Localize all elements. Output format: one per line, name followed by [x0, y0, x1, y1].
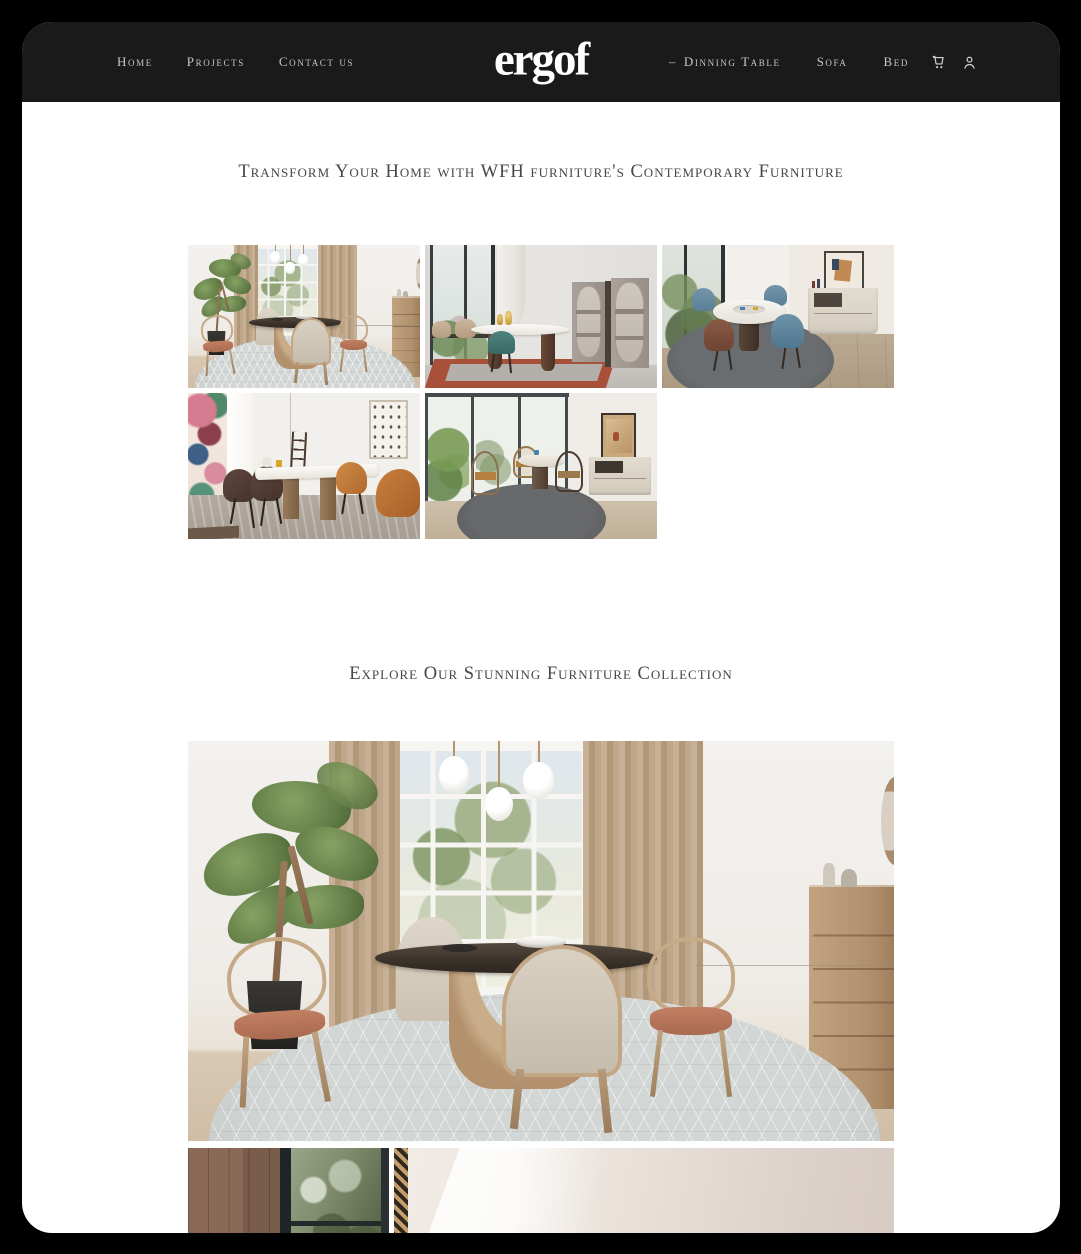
amber-vase	[505, 311, 512, 325]
nav-projects[interactable]: Projects	[186, 54, 245, 69]
decor-cup	[740, 307, 744, 310]
table-leg	[320, 475, 336, 520]
chair-leg	[205, 351, 208, 376]
nav-home[interactable]: Home	[117, 54, 153, 69]
pendant-lamp	[298, 245, 308, 266]
decor-shape	[613, 432, 620, 441]
category-nav	[669, 22, 978, 102]
window-frame	[280, 1148, 290, 1233]
pendant-globe	[439, 756, 469, 793]
wall-mirror	[416, 258, 420, 289]
cabinet-divider	[605, 281, 611, 367]
dotted-artwork	[369, 400, 408, 458]
pendant-lamp	[270, 245, 280, 264]
dining-chair	[339, 315, 368, 372]
blue-chair	[692, 288, 715, 311]
decor-bottle	[823, 863, 834, 887]
window-frame	[425, 393, 569, 397]
wall-mirror	[881, 777, 894, 865]
chair-leg	[719, 1030, 732, 1097]
sideboard	[589, 457, 652, 495]
cart-icon[interactable]	[931, 54, 948, 71]
table-leg	[541, 332, 555, 371]
decor-dish	[272, 318, 284, 321]
rattan-screen	[394, 1148, 408, 1233]
chair-leg	[312, 1032, 331, 1102]
window-greenery	[427, 419, 469, 507]
drawer-line	[594, 478, 647, 479]
hero-image[interactable]	[188, 741, 894, 1141]
display-cabinet	[611, 278, 649, 368]
pendant-cord	[290, 245, 291, 262]
table-top	[471, 324, 568, 335]
cabinet-shelf	[576, 333, 601, 337]
pendant-globe	[270, 251, 280, 263]
wood-chair	[471, 451, 499, 495]
area-rug	[425, 359, 615, 388]
gallery-image-floral-wallpaper-dining[interactable]	[188, 393, 420, 539]
gallery-image-round-table-blue-chairs[interactable]	[662, 245, 894, 388]
cabinet-shelf	[615, 336, 644, 341]
chair-leg	[240, 1037, 250, 1108]
nav-sofa[interactable]: Sofa	[816, 54, 848, 69]
decor-bottle	[817, 279, 820, 288]
chair-leg	[229, 349, 236, 374]
pendant-lamp	[285, 245, 294, 274]
pendant-lamp	[523, 741, 553, 799]
nav-dinning-table[interactable]	[669, 54, 781, 70]
drawer-line	[814, 313, 872, 314]
wood-chair	[555, 451, 583, 492]
pendant-globe	[485, 787, 513, 821]
lazy-susan	[733, 305, 765, 315]
amber-vase	[497, 314, 503, 325]
nav-bed[interactable]: Bed	[883, 54, 909, 69]
pendant-globe	[298, 254, 308, 266]
dining-chair	[647, 937, 735, 1097]
table-base	[739, 319, 760, 350]
site-card	[22, 22, 1060, 1233]
decor-bottle	[397, 289, 401, 298]
art-shape	[832, 259, 840, 271]
decor-cup	[534, 450, 539, 455]
pendant-cord	[453, 741, 455, 756]
window-mullion	[425, 393, 428, 507]
decor-cup	[753, 307, 757, 310]
intro-heading: Transform Your Home with WFH furniture's Contemporary Furniture	[238, 162, 844, 182]
framed-mirror	[601, 413, 636, 458]
pendant-globe	[523, 762, 553, 799]
pendant-globe	[285, 262, 294, 273]
gallery-grid	[188, 245, 894, 539]
open-shelf	[595, 461, 623, 473]
upholstered-chair	[502, 945, 622, 1077]
teal-chair	[488, 331, 516, 354]
window-frame	[381, 1148, 389, 1233]
bottom-gallery	[188, 1148, 894, 1233]
chair-leg	[650, 1030, 663, 1097]
nav-dinning-table-label: Dinning Table	[683, 54, 781, 69]
primary-nav	[117, 22, 354, 102]
decor-bottle	[812, 281, 815, 288]
pendant-cord	[538, 741, 540, 762]
gallery-image-marble-table[interactable]	[425, 245, 657, 388]
upholstered-chair	[291, 318, 330, 365]
decor-sculpture	[262, 457, 271, 467]
caramel-chair	[336, 462, 366, 494]
logo[interactable]: ergof	[493, 33, 589, 86]
table-base	[532, 466, 548, 489]
floor	[188, 526, 239, 539]
chair-seat	[475, 472, 496, 480]
bottom-gallery-image-sunlit-wall[interactable]	[394, 1148, 894, 1233]
pendant-cord	[498, 741, 500, 787]
wood-panel	[188, 1148, 280, 1233]
cabinet-arch	[615, 282, 644, 363]
nav-contact-us[interactable]: Contact us	[278, 54, 355, 69]
cabinet-shelf	[576, 310, 601, 314]
pendant-lamp	[439, 741, 469, 793]
collection-heading: Explore Our Stunning Furniture Collection	[349, 664, 733, 684]
open-shelf	[814, 293, 842, 307]
cabinet-shelf	[615, 309, 644, 314]
site-header	[22, 22, 1060, 102]
dining-chair	[200, 314, 237, 376]
gallery-image-sunlit-round-table[interactable]	[425, 393, 657, 539]
blue-chair	[771, 314, 803, 348]
caramel-armchair	[376, 469, 420, 517]
sunlight-sweep	[409, 1148, 735, 1233]
rust-chair	[704, 319, 734, 350]
cabinet-arch	[576, 286, 601, 358]
sideboard	[808, 288, 878, 334]
table-leg	[283, 475, 299, 519]
main-content	[22, 160, 1060, 1233]
chair-back	[225, 934, 329, 1021]
window	[430, 245, 495, 365]
stool	[432, 321, 451, 338]
chair-leg	[340, 348, 345, 372]
pendant-cord	[303, 245, 304, 254]
chair-seat	[558, 471, 579, 478]
chair-back	[647, 937, 735, 1014]
window-transom	[291, 1221, 381, 1227]
chair-back	[339, 315, 368, 342]
gallery-image-pendant-dining[interactable]	[188, 245, 420, 388]
chair-leg	[362, 348, 367, 372]
display-cabinet	[572, 282, 604, 362]
dining-chair	[225, 934, 335, 1108]
decor-bottle	[841, 869, 857, 887]
rug-inner	[445, 365, 603, 382]
pendant-lamp	[485, 741, 513, 821]
bottom-gallery-image-wood-window[interactable]	[188, 1148, 389, 1233]
header-icons	[931, 54, 978, 71]
decor-bottle	[403, 291, 408, 297]
account-icon[interactable]	[961, 54, 978, 71]
active-marker: –	[668, 54, 677, 69]
